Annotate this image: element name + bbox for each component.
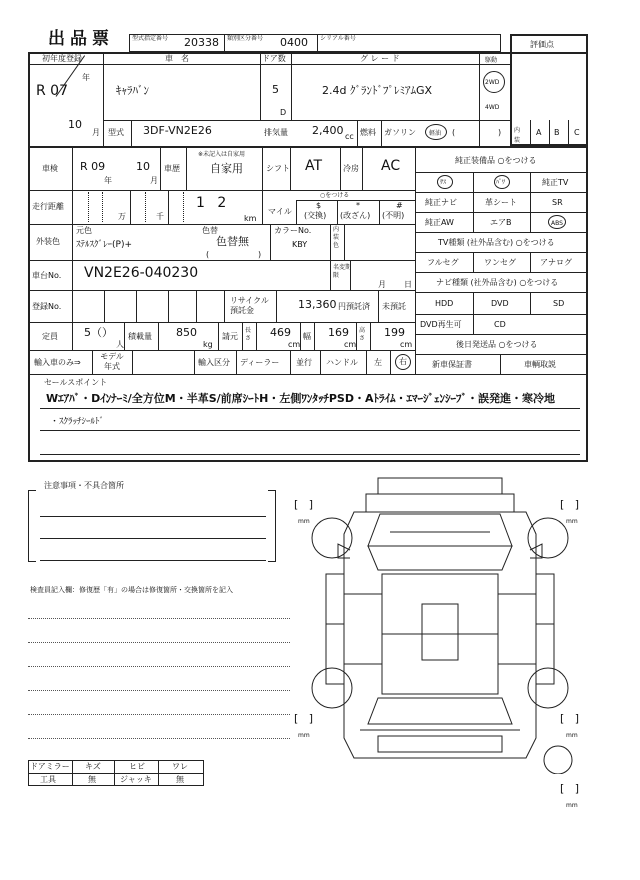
dealer: ディーラー [240,358,280,367]
km-unit: km [244,214,257,223]
shift: AT [305,158,323,174]
fullseg: フルセグ [427,258,459,267]
capacity: 5（） [84,326,113,339]
analog: アナログ [540,258,572,267]
ac: AC [381,158,401,174]
grade: 2.4d ｸﾞﾗﾝﾄﾞﾌﾟﾚﾐｱﾑGX [322,84,433,97]
year-suffix: 年 [82,73,90,82]
hgt-label: 高さ [359,327,366,342]
car-name-label: 車 名 [165,54,189,63]
class-label: 類別区分番号 [227,35,264,42]
manual: 車輌取説 [524,360,556,369]
oneseg: ワンセグ [484,258,516,267]
caution-bracket-left [28,490,36,562]
orig-color: ｽﾃﾙｽｸﾞﾚｰ(P)+ [76,240,132,250]
exch-sym: $ [316,201,322,210]
grade-label: グ レ ー ド [360,54,400,63]
grade-b: B [554,128,560,137]
name-change-label: 名変期限 [333,264,352,279]
mileage-label: 走行距離 [32,202,64,211]
sus-label: ｻｽ [440,179,447,186]
page-title: 出品票 [48,29,114,49]
fuel-paren: ( [452,128,456,137]
recycle-label: リサイクル預託金 [230,296,269,315]
color-paren-open: ( [206,250,210,259]
unk-label: (不明) [382,211,405,220]
unk-sym: # [396,201,403,210]
mm-rr: mm [566,732,578,739]
bracket-rl: [ ] [294,712,314,725]
plate-label: 請元 [222,332,238,341]
color-no: KBY [292,240,308,249]
person-unit: 人 [116,340,124,349]
tbl-value-2: ジャッキ [120,775,152,784]
mm-spare: mm [566,802,578,809]
displacement: 2,400 [312,124,344,137]
man-unit: 万 [118,212,126,221]
fuel-diesel: 軽油 [429,130,442,137]
tbl-value-1: 無 [88,775,96,784]
len-cm: cm [288,340,301,349]
ac-label: 冷房 [343,164,359,173]
recycle-unit: 円預託済 [338,302,370,311]
door-type: D [280,108,287,117]
chassis-day: 日 [404,280,412,289]
doors-label: ドア数 [262,54,286,63]
cert-number: 20338 [184,36,219,49]
history: 自家用 [210,162,243,175]
width: 169 [328,326,349,339]
recycle: 13,360 [298,298,337,311]
drive-4wd: 4WD [485,104,500,111]
tbl-header-0: ドアミラー [30,762,70,771]
alt-label: (改ざん) [340,211,371,220]
fuel-gasoline: ガソリン [384,128,416,137]
mm-fl: mm [298,518,310,525]
handle-right: 右 [399,357,407,366]
class-number: 0400 [280,36,308,49]
caution-bracket-right [268,490,276,562]
insp-month-suffix: 月 [150,176,158,185]
caution-label: 注意事項・不具合箇所 [44,481,124,490]
fuel-label: 燃料 [360,128,376,137]
disp-label: 排気量 [264,128,288,137]
alt-sym: * [356,201,360,210]
chassis-no: VN2E26-040230 [84,265,199,281]
serial-label: シリアル番号 [320,35,356,42]
import-div-label: 輸入区分 [198,358,230,367]
inspection-label: 車検 [42,164,58,173]
hdd: HDD [435,299,454,308]
car-diagram [290,474,590,774]
handle-left: 左 [374,358,382,367]
tbl-value-3: 無 [176,775,184,784]
sales-label: セールスポイント [44,378,108,387]
load: 850 [176,326,197,339]
drive-2wd: 2WD [485,79,500,86]
genuine-aw: 純正AW [425,218,454,227]
height: 199 [384,326,405,339]
leather-seat: 革シート [485,198,517,207]
insp-year-suffix: 年 [104,176,112,185]
first-reg-label: 初年度登録 [42,54,82,63]
chassis-month: 月 [378,280,386,289]
cd: CD [494,320,506,329]
color-label: 外装色 [36,237,60,246]
model-year-label: モデル年式 [100,352,124,371]
inspection-month: 10 [136,160,150,173]
len-label: 長さ [245,327,252,342]
abs: ABS [551,220,563,227]
color-change-label: 色替 [202,226,218,235]
eval-label: 評価点 [530,40,554,49]
history-label: 車歴 [164,164,180,173]
hgt-cm: cm [400,340,413,349]
cert-label: 型式指定番号 [132,35,169,42]
grade-c: C [574,128,580,137]
kg-unit: kg [203,340,213,349]
mm-fr: mm [566,518,578,525]
load-label: 積載量 [128,332,152,341]
interior-label: 内装 [514,127,521,144]
bracket-spare: [ ] [560,782,580,795]
mile-label: マイル [268,207,292,216]
new-warranty: 新車保証書 [432,360,472,369]
sd: SD [553,299,565,308]
model-label: 型式 [108,128,124,137]
sen-unit: 千 [156,212,164,221]
attach-label: ○をつける [320,192,350,199]
recycle-unpaid: 未預託 [382,302,406,311]
after-title: 後日発送品 ○をつける [456,340,538,349]
shift-label: シフト [266,164,290,173]
mileage-value: 1 2 [196,195,231,211]
sales-point-1: Wｴｱﾊﾞ・Dｲﾝﾅｰﾐ/全方位M・半革S/前席ｼｰﾄH・左側ﾜﾝﾀｯﾁPSD・Aﾄﾗｲﾑ・ｴﾏｰｼﾞｪﾝｼｰﾌﾞ・誤発進・寒冷地 [46,392,555,405]
tbl-header-2: ヒビ [129,762,145,771]
sunroof: SR [552,198,563,207]
tbl-header-1: キズ [85,762,101,771]
chassis-label: 車台No. [32,271,62,280]
history-note: ※未記入は自家用 [198,151,246,158]
reg-label: 登録No. [32,302,62,311]
equip-title: 純正装備品 ○をつける [455,156,537,165]
doors: 5 [272,83,279,96]
import-label: 輸入車のみ⇒ [34,358,81,367]
mm-rl: mm [298,732,310,739]
int-color-label: 内装色 [333,226,340,249]
car-name: ｷｬﾗﾊﾞﾝ [116,84,149,97]
model: 3DF-VN2E26 [143,124,212,137]
wid-label: 幅 [303,332,311,341]
tbl-value-0: 工具 [40,775,56,784]
power-label: ﾊﾟﾜ [496,179,506,186]
fuel-paren-close: ) [498,128,502,137]
handle-label: ハンドル [326,358,358,367]
tv-title: TV種類 (社外品含む) ○をつける [438,238,555,247]
inspector-label: 検査員記入欄：修復歴「有」の場合は修復箇所・交換箇所を記入 [30,586,233,594]
length: 469 [270,326,291,339]
drive-label: 駆動 [485,57,498,64]
dvd-play: DVD再生可 [420,320,462,329]
grade-a: A [536,128,542,137]
exch-label: (交換) [304,211,327,220]
bracket-rr: [ ] [560,712,580,725]
genuine-tv: 純正TV [542,178,569,187]
genuine-navi: 純正ナビ [425,198,457,207]
disp-unit: cc [345,132,354,141]
sales-point-2: ・ｽｸﾗｯﾁｼｰﾙﾄﾞ [50,417,105,427]
bracket-fl: [ ] [294,498,314,511]
color-change: 色替無 [216,235,249,248]
orig-color-label: 元色 [76,226,92,235]
parallel: 並行 [296,358,312,367]
wid-cm: cm [344,340,357,349]
airbag: エアB [490,218,512,227]
navi-title: ナビ種類 (社外品含む) ○をつける [436,278,559,287]
capacity-label: 定員 [42,332,58,341]
first-reg-era: R 07 [36,83,68,99]
bracket-fr: [ ] [560,498,580,511]
tbl-header-3: ワレ [172,762,188,771]
month-suffix: 月 [92,128,100,137]
color-paren-close: ) [258,250,262,259]
dvd: DVD [491,299,509,308]
inspection-era: R 09 [80,160,106,173]
color-no-label: カラーNo. [274,226,312,235]
first-reg-month: 10 [68,118,82,131]
